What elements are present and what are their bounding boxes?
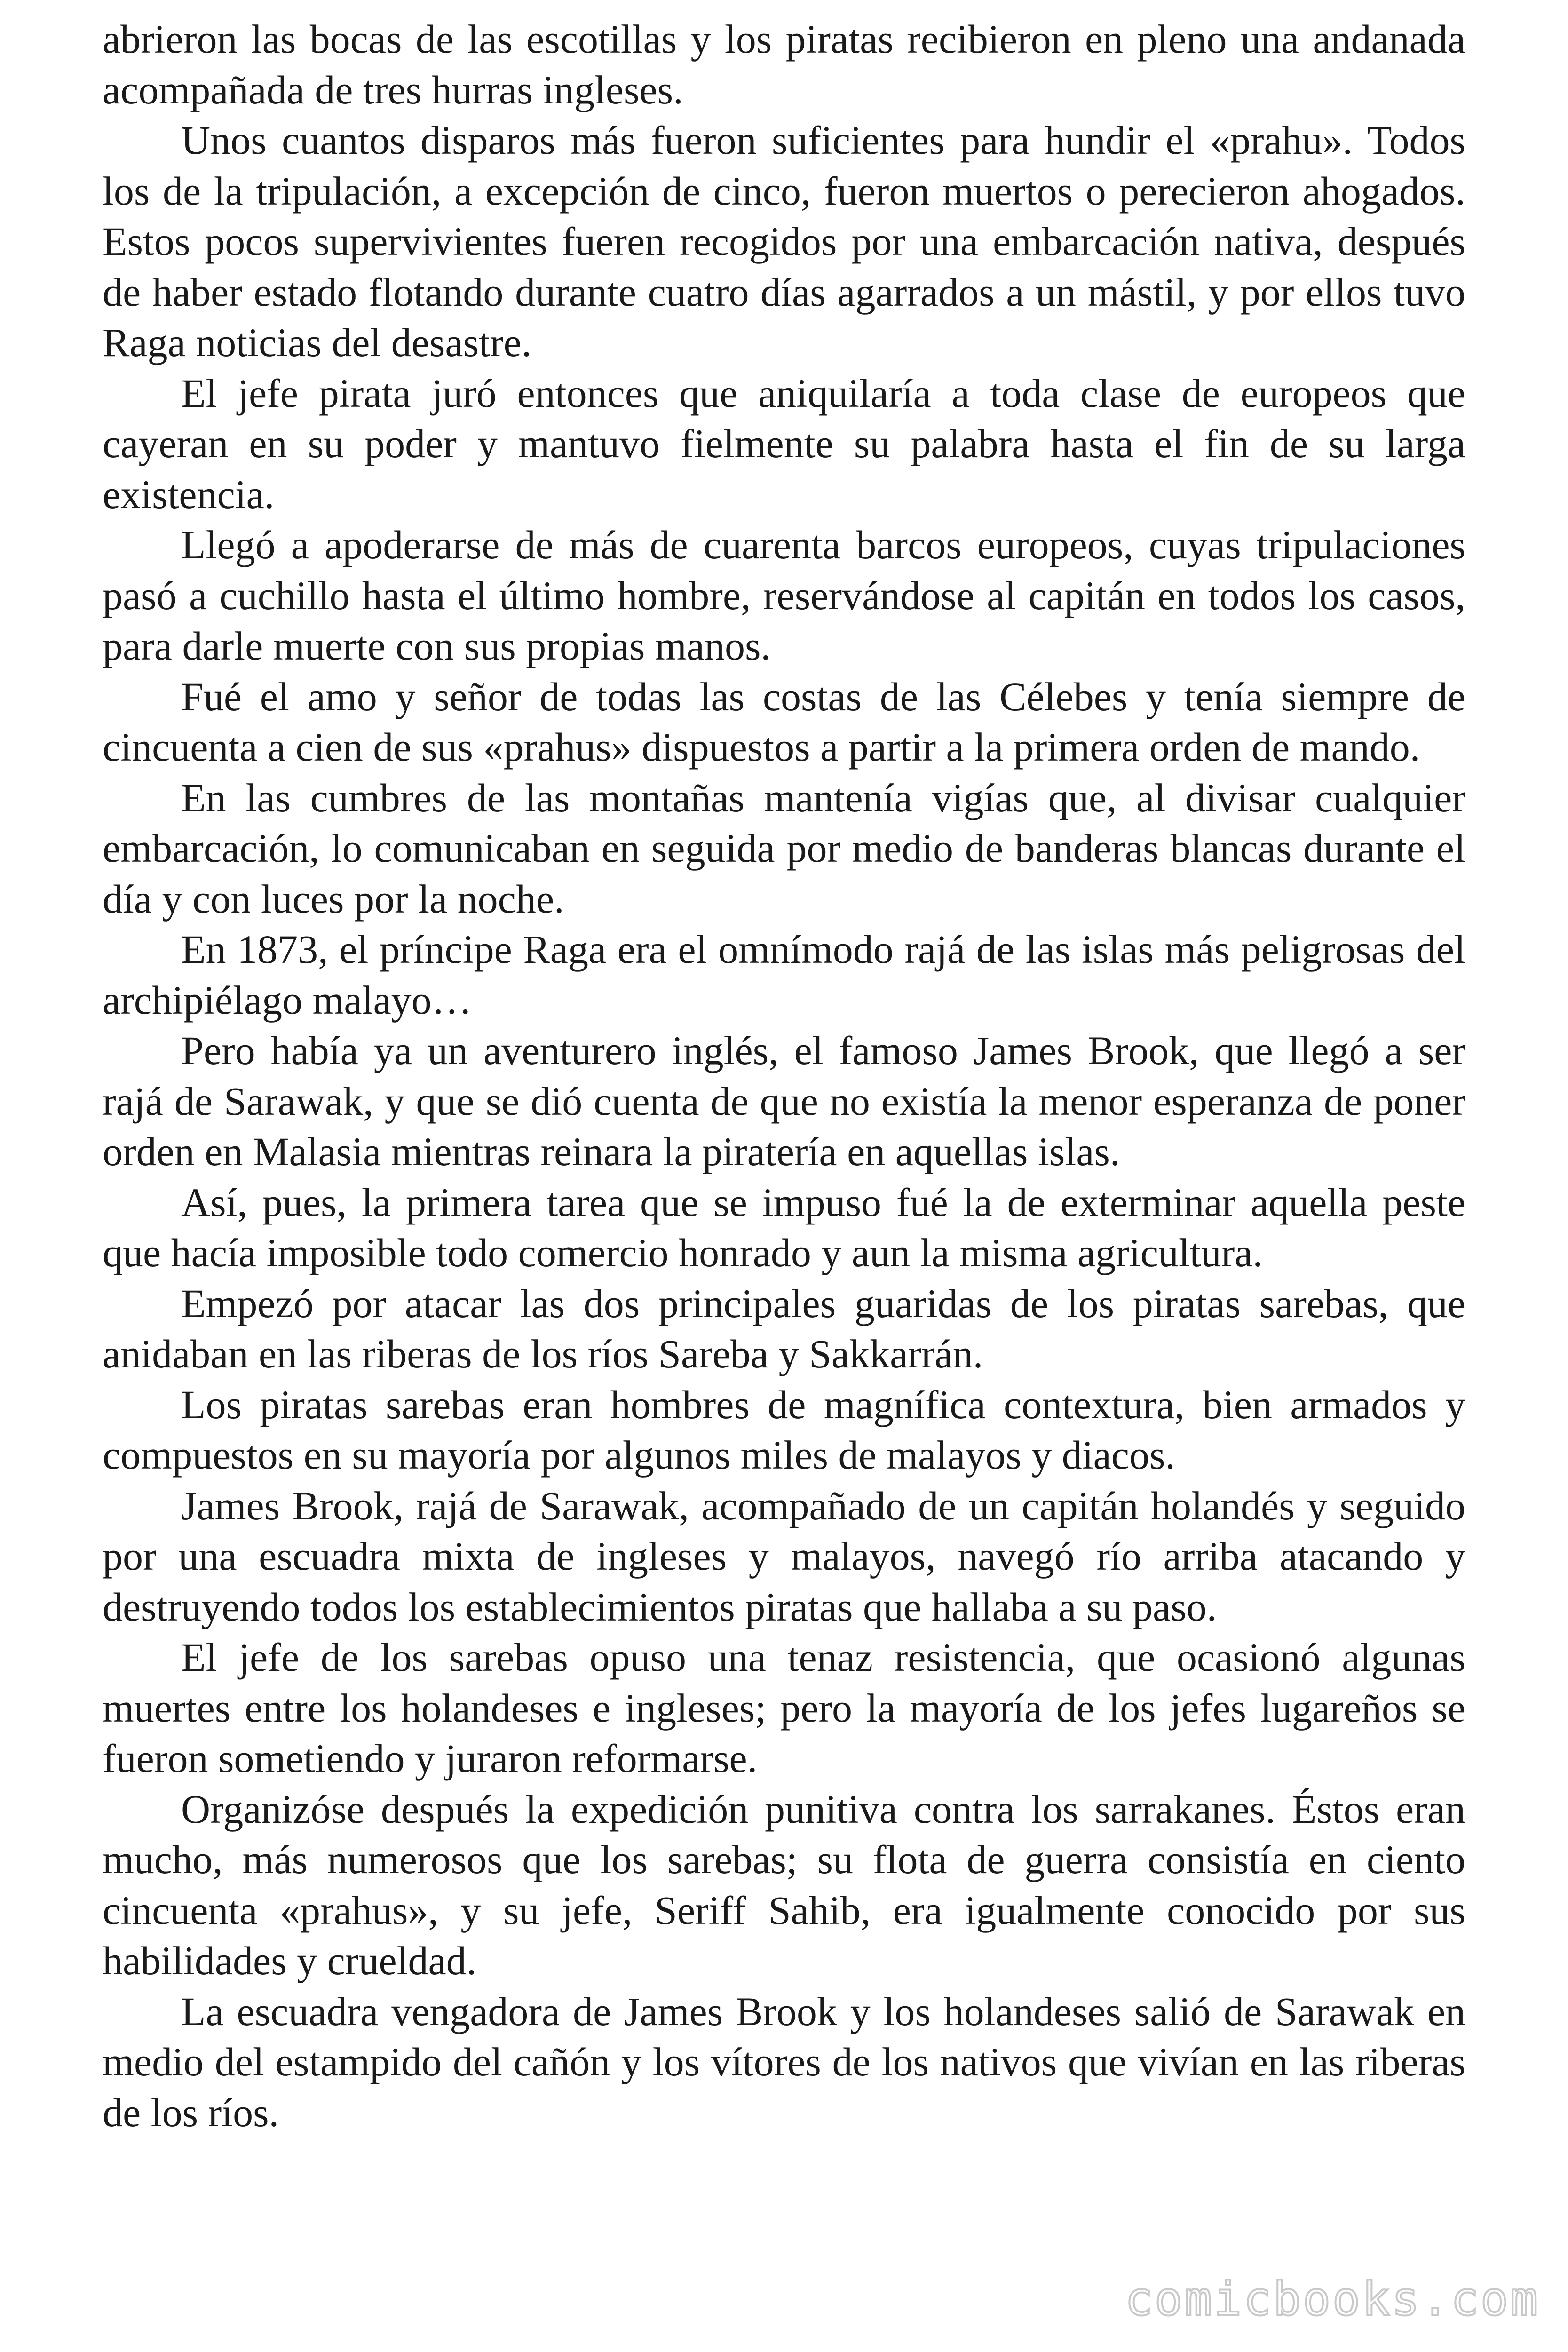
- paragraph-10: Empezó por atacar las dos principales guaridas de los piratas sarebas, que anidaban en las riberas de los ríos Sareba y Sakkarrán.: [103, 1280, 1465, 1376]
- paragraph-2: Unos cuantos disparos más fueron suficientes para hundir el «prahu». Todos los de la tripulación, a excepción de cinco, fueron muertos o perecieron ahogados. Estos pocos supervivientes fueren recogidos por una embarcación nativa, después de haber estado flotando durante cuatro días agarrados a un mástil, y por ellos tuvo Raga noticias del desastre.: [103, 118, 1465, 365]
- paragraph-1: abrieron las bocas de las escotillas y los piratas recibieron en pleno una andanada acompañada de tres hurras ingleses.: [103, 16, 1465, 112]
- paragraph-14: Organizóse después la expedición punitiva contra los sarrakanes. Éstos eran mucho, más numerosos que los sarebas; su flota de guerra consistía en ciento cincuenta «prahus», y su jefe, Seriff Sahib, era igualmente conocido por sus habilidades y crueldad.: [103, 1786, 1465, 1983]
- paragraph-12: James Brook, rajá de Sarawak, acompañado de un capitán holandés y seguido por una escuadra mixta de ingleses y malayos, navegó río arriba atacando y destruyendo todos los establecimientos piratas que hallaba a su paso.: [103, 1483, 1465, 1629]
- page-body: [103, 14, 1465, 2138]
- paragraph-5: Fué el amo y señor de todas las costas de las Célebes y tenía siempre de cincuenta a cien de sus «prahus» dispuestos a partir a la primera orden de mando.: [103, 674, 1465, 770]
- paragraph-8: Pero había ya un aventurero inglés, el famoso James Brook, que llegó a ser rajá de Sarawak, y que se dió cuenta de que no existía la menor esperanza de poner orden en Malasia mientras reinara la piratería en aquellas islas.: [103, 1028, 1465, 1174]
- paragraph-7: En 1873, el príncipe Raga era el omnímodo rajá de las islas más peligrosas del archipiélago malayo…: [103, 927, 1465, 1023]
- paragraph-13: El jefe de los sarebas opuso una tenaz resistencia, que ocasionó algunas muertes entre los holandeses e ingleses; pero la mayoría de los jefes lugareños se fueron sometiendo y juraron reformarse.: [103, 1635, 1465, 1781]
- paragraph-3: El jefe pirata juró entonces que aniquilaría a toda clase de europeos que cayeran en su poder y mantuvo fielmente su palabra hasta el fin de su larga existencia.: [103, 370, 1465, 517]
- paragraph-15: La escuadra vengadora de James Brook y los holandeses salió de Sarawak en medio del estampido del cañón y los vítores de los nativos que vivían en las riberas de los ríos.: [103, 1988, 1465, 2135]
- paragraph-4: Llegó a apoderarse de más de cuarenta barcos europeos, cuyas tripulaciones pasó a cuchillo hasta el último hombre, reservándose al capitán en todos los casos, para darle muerte con sus propias manos.: [103, 522, 1465, 668]
- watermark: comicbooks.com: [1125, 2273, 1540, 2326]
- paragraph-6: En las cumbres de las montañas mantenía vigías que, al divisar cualquier embarcación, lo comunicaban en seguida por medio de banderas blancas durante el día y con luces por la noche.: [103, 775, 1465, 922]
- paragraph-9: Así, pues, la primera tarea que se impuso fué la de exterminar aquella peste que hacía imposible todo comercio honrado y aun la misma agricultura.: [103, 1179, 1465, 1275]
- paragraph-11: Los piratas sarebas eran hombres de magnífica contextura, bien armados y compuestos en su mayoría por algunos miles de malayos y diacos.: [103, 1382, 1465, 1478]
